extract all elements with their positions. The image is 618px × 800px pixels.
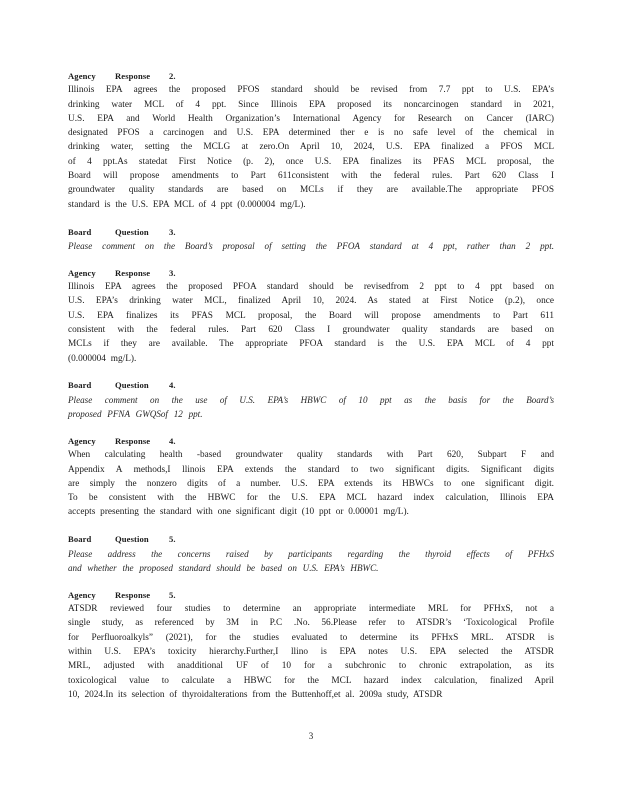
body-text-line: single study, as referenced by 3M in P.C .No. 56.Please refer to ATSDR’s ‘Toxicological Profile: [68, 618, 554, 629]
body-text-line: U.S. EPA and World Health Organization’s International Agency for Research on Cancer (IARC): [68, 113, 554, 124]
question-text-line: Please comment on the Board’s proposal of setting the PFOA standard at 4 ppt, rather than 2 ppt.: [68, 240, 554, 251]
section-heading: [68, 532, 554, 546]
body-text-line: are simply the nonzero digits of a number. U.S. EPA extends its HBWCs to one significant digit.: [68, 478, 554, 489]
body-text-line: MRL, adjusted with anadditional UF of 10 for a subchronic to chronic extrapolation, as its: [68, 661, 554, 672]
body-text-line: groundwater quality standards are based on MCLs if they are available.The appropriate PFOS: [68, 185, 554, 196]
body-text-line: 10, 2024.In its selection of thyroidalterations from the Buttenhoff,et al. 2009a study, ATSDR: [68, 689, 443, 700]
heading-word: 5.: [169, 534, 176, 545]
body-text-line: ATSDR reviewed four studies to determine an appropriate intermediate MRL for PFHxS, not a: [68, 604, 554, 615]
body-text-line: designated PFOS a carcinogen and U.S. EPA determined ther e is no safe level of the chemical in: [68, 128, 554, 139]
heading-word: Agency: [68, 267, 96, 278]
heading-word: Question: [115, 534, 149, 545]
body-text-line: drinking water MCL of 4 ppt. Since Illinois EPA proposed its noncarcinogen standard in 2021,: [68, 99, 554, 110]
body-text-line: consistent with the federal rules. Part 620 Class I groundwater quality standards are based on: [68, 324, 554, 335]
question-text-line: Please comment on the use of U.S. EPA’s HBWC of 10 ppt as the basis for the Board’s: [68, 394, 554, 405]
heading-word: Question: [115, 380, 149, 391]
question-text-line: and whether the proposed standard should be based on U.S. EPA’s HBWC.: [68, 562, 379, 573]
document-content: [68, 69, 554, 702]
body-text-line: within U.S. EPA’s toxicity hierarchy.Further,I llino is EPA notes U.S. EPA selected the ATSDR: [68, 646, 554, 657]
board-question-section: [68, 225, 554, 254]
agency-response-section: [68, 434, 554, 520]
heading-word: 5.: [169, 589, 176, 600]
body-text-line: Appendix A methods,I llinois EPA extends the standard to two significant digits. Significant digits: [68, 464, 554, 475]
section-heading: [68, 434, 554, 448]
body-text-line: U.S. EPA’s drinking water MCL, finalized April 10, 2024. As stated at First Notice (p.2), once: [68, 296, 554, 307]
heading-word: Response: [115, 267, 151, 278]
body-text-line: MCLs if they are available. The appropriate PFOA standard is the U.S. EPA MCL of 4 ppt: [68, 339, 554, 350]
body-text-line: (0.000004 mg/L).: [68, 353, 137, 364]
board-question-section: [68, 378, 554, 421]
heading-word: 2.: [169, 71, 176, 81]
body-text-line: Illinois EPA agrees the proposed PFOA standard should be revisedfrom 2 ppt to 4 ppt based on: [68, 282, 554, 293]
section-heading: [68, 378, 554, 392]
agency-response-section: [68, 266, 554, 366]
heading-word: 4.: [169, 380, 176, 391]
section-heading: [68, 266, 554, 280]
heading-word: 3.: [169, 267, 176, 278]
section-heading: [68, 588, 554, 602]
heading-word: 4.: [169, 435, 176, 446]
heading-word: Question: [115, 226, 149, 237]
body-text-line: U.S. EPA finalizes its PFAS MCL proposal, the Board will propose amendments to Part 611: [68, 310, 554, 321]
heading-word: Board: [68, 380, 92, 391]
body-text-line: To be consistent with the HBWC for the U.S. EPA MCL hazard index calculation, Illinois EPA: [68, 493, 554, 504]
question-text-line: Please address the concerns raised by participants regarding the thyroid effects of PFHxS: [68, 548, 554, 559]
agency-response-section: [68, 69, 554, 212]
page-number: 3: [308, 731, 314, 741]
body-text-line: standard is the U.S. EPA MCL of 4 ppt (0.000004 mg/L).: [68, 199, 306, 210]
heading-word: Board: [68, 226, 92, 237]
heading-word: Agency: [68, 71, 96, 81]
heading-word: Response: [115, 435, 151, 446]
heading-word: Response: [115, 71, 151, 81]
heading-word: Agency: [68, 589, 96, 600]
section-heading: [68, 69, 554, 83]
body-text-line: of 4 ppt.As statedat First Notice (p. 2), once U.S. EPA finalizes its PFAS MCL proposal, the: [68, 156, 554, 167]
section-heading: [68, 225, 554, 239]
body-text-line: Board will propose amendments to Part 611consistent with the federal rules. Part 620 Class I: [68, 171, 554, 182]
body-text-line: for Perfluoroalkyls” (2021), for the studies evaluated to determine its PFHxS MRL. ATSDR is: [68, 632, 554, 643]
heading-word: 3.: [169, 226, 176, 237]
heading-word: Agency: [68, 435, 96, 446]
body-text-line: accepts presenting the standard with one significant digit (10 ppt or 0.00001 mg/L).: [68, 507, 409, 518]
heading-word: Response: [115, 589, 151, 600]
agency-response-section: [68, 588, 554, 702]
body-text-line: toxicological value to calculate a HBWC for the MCL hazard index calculation, finalized April: [68, 675, 554, 686]
body-text-line: Illinois EPA agrees the proposed PFOS standard should be revised from 7.7 ppt to U.S. EPA’s: [68, 85, 554, 96]
body-text-line: drinking water, setting the MCLG at zero.On April 10, 2024, U.S. EPA finalized a PFOS MCL: [68, 142, 554, 153]
heading-word: Board: [68, 534, 92, 545]
board-question-section: [68, 532, 554, 575]
question-text-line: proposed PFNA GWQSof 12 ppt.: [68, 409, 203, 420]
body-text-line: When calculating health -based groundwater quality standards with Part 620, Subpart F and: [68, 450, 554, 461]
